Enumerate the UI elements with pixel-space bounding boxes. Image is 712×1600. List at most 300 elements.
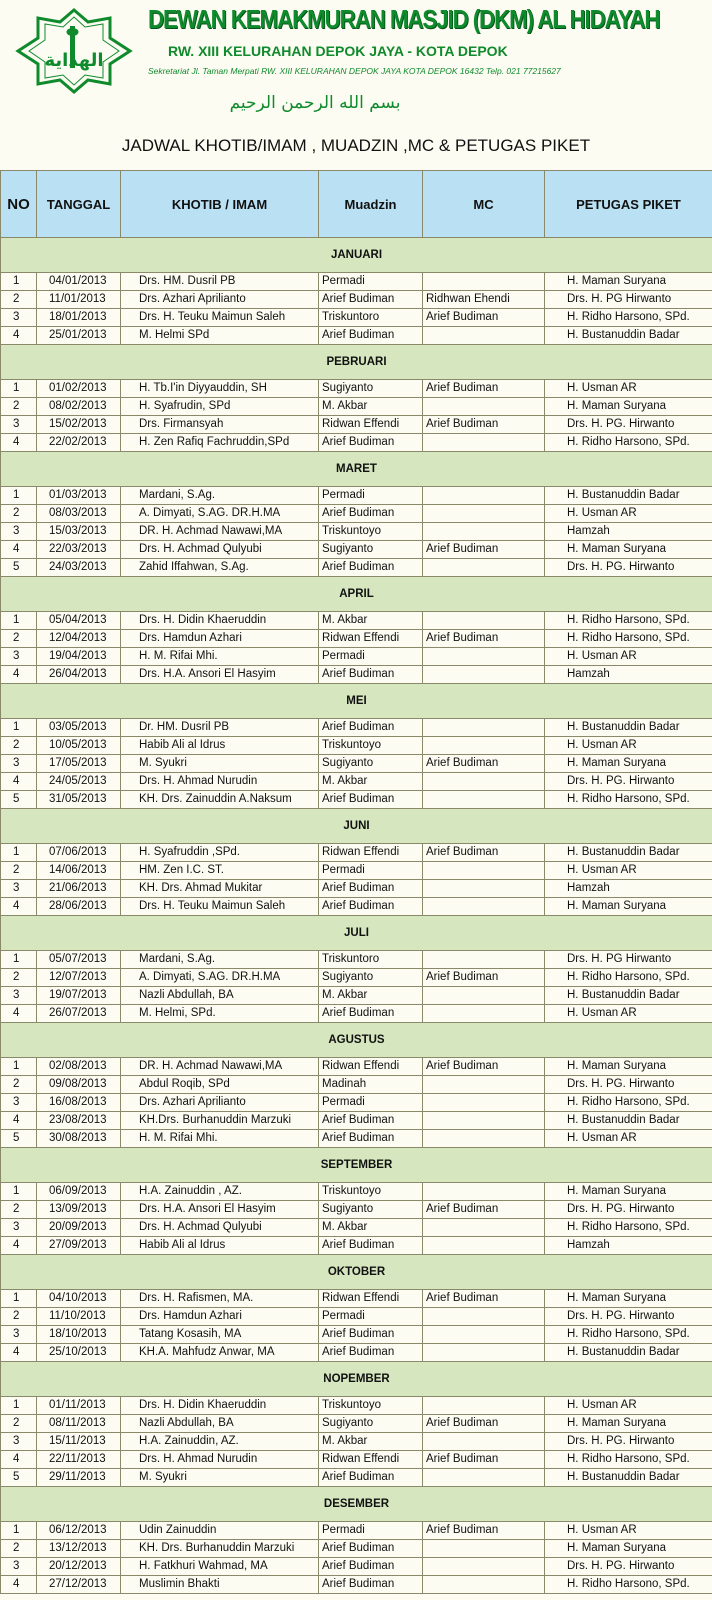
table-row [1,969,712,987]
cell-mc [423,559,545,577]
cell-petugas-piket: H. Bustanuddin Badar [545,1112,712,1130]
cell-no: 1 [1,273,37,291]
cell-tanggal: 01/02/2013 [37,380,121,398]
cell-mc [423,666,545,684]
organization-subtitle: RW. XIII KELURAHAN DEPOK JAYA - KOTA DEPOK [168,43,508,59]
cell-mc: Ridhwan Ehendi [423,291,545,309]
table-row [1,1558,712,1576]
cell-no: 4 [1,1576,37,1594]
cell-petugas-piket: H. Maman Suryana [545,398,712,416]
table-row [1,951,712,969]
cell-muadzin: Sugiyanto [319,1201,423,1219]
cell-petugas-piket: H. Usman AR [545,1130,712,1148]
cell-mc: Arief Budiman [423,1201,545,1219]
column-header-khotib: KHOTIB / IMAM [121,171,319,238]
organization-title: DEWAN KEMAKMURAN MASJID (DKM) AL HIDAYAH [148,4,660,34]
cell-khotib: KH. Drs. Burhanuddin Marzuki [121,1540,319,1558]
month-row [1,1487,712,1522]
cell-tanggal: 23/08/2013 [37,1112,121,1130]
table-row [1,1397,712,1415]
cell-mc [423,719,545,737]
cell-tanggal: 19/07/2013 [37,987,121,1005]
cell-tanggal: 06/09/2013 [37,1183,121,1201]
cell-khotib: Drs. H.A. Ansori El Hasyim [121,1201,319,1219]
cell-khotib: Drs. H. Didin Khaeruddin [121,612,319,630]
cell-tanggal: 11/10/2013 [37,1308,121,1326]
cell-no: 2 [1,969,37,987]
table-row [1,1201,712,1219]
cell-khotib: KH. Drs. Ahmad Mukitar [121,880,319,898]
cell-no: 4 [1,666,37,684]
cell-no: 5 [1,791,37,809]
cell-muadzin: Ridwan Effendi [319,416,423,434]
cell-no: 4 [1,327,37,345]
cell-khotib: HM. Zen I.C. ST. [121,862,319,880]
cell-tanggal: 08/11/2013 [37,1415,121,1433]
cell-mc: Arief Budiman [423,844,545,862]
table-row [1,612,712,630]
table-row [1,862,712,880]
cell-tanggal: 06/12/2013 [37,1522,121,1540]
table-row [1,559,712,577]
cell-petugas-piket: H. Bustanuddin Badar [545,1344,712,1362]
cell-mc [423,951,545,969]
table-row [1,291,712,309]
cell-tanggal: 05/07/2013 [37,951,121,969]
cell-mc: Arief Budiman [423,630,545,648]
cell-khotib: Tatang Kosasih, MA [121,1326,319,1344]
cell-tanggal: 17/05/2013 [37,755,121,773]
cell-muadzin: Sugiyanto [319,541,423,559]
cell-no: 3 [1,987,37,1005]
cell-petugas-piket: H. Ridho Harsono, SPd. [545,791,712,809]
cell-petugas-piket: H. Ridho Harsono, SPd. [545,309,712,327]
cell-no: 1 [1,1290,37,1308]
cell-khotib: H. Fatkhuri Wahmad, MA [121,1558,319,1576]
cell-khotib: Drs. Azhari Aprilianto [121,291,319,309]
cell-petugas-piket: H. Ridho Harsono, SPd. [545,969,712,987]
cell-no: 4 [1,1112,37,1130]
table-row [1,1130,712,1148]
cell-tanggal: 30/08/2013 [37,1130,121,1148]
table-row [1,1219,712,1237]
cell-muadzin: Triskuntoyo [319,1183,423,1201]
logo-lettering: الهداية [44,50,104,71]
cell-mc [423,1005,545,1023]
cell-tanggal: 03/05/2013 [37,719,121,737]
cell-tanggal: 02/08/2013 [37,1058,121,1076]
cell-no: 5 [1,559,37,577]
cell-muadzin: Ridwan Effendi [319,1290,423,1308]
cell-khotib: H. M. Rifai Mhi. [121,1130,319,1148]
cell-petugas-piket: H. Ridho Harsono, SPd. [545,434,712,452]
cell-khotib: H. Zen Rafiq Fachruddin,SPd [121,434,319,452]
cell-petugas-piket: H. Maman Suryana [545,1415,712,1433]
cell-khotib: Drs. Azhari Aprilianto [121,1094,319,1112]
month-label: JANUARI [1,238,712,273]
cell-tanggal: 18/01/2013 [37,309,121,327]
cell-muadzin: Arief Budiman [319,1576,423,1594]
cell-no: 3 [1,880,37,898]
column-header-mc: MC [423,171,545,238]
table-row [1,1237,712,1255]
cell-mc [423,773,545,791]
cell-petugas-piket: Drs. H. PG Hirwanto [545,291,712,309]
cell-no: 1 [1,1183,37,1201]
cell-petugas-piket: H. Bustanuddin Badar [545,327,712,345]
cell-no: 3 [1,648,37,666]
cell-mc [423,1558,545,1576]
cell-petugas-piket: H. Usman AR [545,1522,712,1540]
cell-khotib: DR. H. Achmad Nawawi,MA [121,1058,319,1076]
cell-mc [423,1540,545,1558]
cell-no: 3 [1,523,37,541]
cell-tanggal: 13/12/2013 [37,1540,121,1558]
table-row [1,1058,712,1076]
cell-tanggal: 11/01/2013 [37,291,121,309]
cell-petugas-piket: H. Ridho Harsono, SPd. [545,1451,712,1469]
cell-muadzin: Arief Budiman [319,1112,423,1130]
cell-khotib: Mardani, S.Ag. [121,487,319,505]
schedule-table [0,170,712,1594]
cell-khotib: Drs. H. Rafismen, MA. [121,1290,319,1308]
cell-no: 3 [1,1094,37,1112]
table-row [1,719,712,737]
cell-petugas-piket: H. Ridho Harsono, SPd. [545,612,712,630]
table-row [1,1112,712,1130]
cell-no: 2 [1,737,37,755]
cell-mc: Arief Budiman [423,1451,545,1469]
cell-khotib: Nazli Abdullah, BA [121,987,319,1005]
cell-muadzin: Sugiyanto [319,380,423,398]
cell-tanggal: 24/05/2013 [37,773,121,791]
cell-khotib: KH.Drs. Burhanuddin Marzuki [121,1112,319,1130]
cell-no: 1 [1,719,37,737]
cell-khotib: Drs. HM. Dusril PB [121,273,319,291]
cell-khotib: M. Helmi SPd [121,327,319,345]
cell-khotib: Drs. Hamdun Azhari [121,630,319,648]
month-label: NOPEMBER [1,1362,712,1397]
cell-muadzin: Madinah [319,1076,423,1094]
cell-muadzin: Arief Budiman [319,1344,423,1362]
cell-muadzin: Permadi [319,1094,423,1112]
table-row [1,1415,712,1433]
table-row [1,1290,712,1308]
cell-khotib: H. M. Rifai Mhi. [121,648,319,666]
cell-no: 1 [1,487,37,505]
cell-tanggal: 10/05/2013 [37,737,121,755]
cell-mc: Arief Budiman [423,1058,545,1076]
cell-muadzin: M. Akbar [319,987,423,1005]
table-row [1,666,712,684]
month-label: OKTOBER [1,1255,712,1290]
cell-muadzin: Arief Budiman [319,505,423,523]
cell-petugas-piket: Drs. H. PG. Hirwanto [545,1558,712,1576]
cell-khotib: H. Syafruddin ,SPd. [121,844,319,862]
cell-petugas-piket: H. Usman AR [545,380,712,398]
table-row [1,1433,712,1451]
cell-petugas-piket: H. Maman Suryana [545,1058,712,1076]
cell-mc [423,1397,545,1415]
cell-muadzin: Arief Budiman [319,898,423,916]
cell-petugas-piket: Drs. H. PG Hirwanto [545,951,712,969]
cell-muadzin: Triskuntoro [319,951,423,969]
cell-tanggal: 28/06/2013 [37,898,121,916]
table-row [1,1183,712,1201]
cell-no: 2 [1,1415,37,1433]
cell-petugas-piket: H. Usman AR [545,1397,712,1415]
cell-no: 3 [1,1326,37,1344]
cell-mc: Arief Budiman [423,969,545,987]
table-header [1,171,712,238]
cell-mc: Arief Budiman [423,755,545,773]
cell-no: 1 [1,1397,37,1415]
cell-muadzin: Triskuntoyo [319,523,423,541]
month-label: SEPTEMBER [1,1148,712,1183]
cell-no: 4 [1,773,37,791]
cell-muadzin: Arief Budiman [319,1540,423,1558]
cell-petugas-piket: Drs. H. PG. Hirwanto [545,1433,712,1451]
cell-no: 4 [1,434,37,452]
mosque-logo-icon [14,8,134,94]
cell-no: 2 [1,630,37,648]
cell-khotib: Nazli Abdullah, BA [121,1415,319,1433]
cell-tanggal: 24/03/2013 [37,559,121,577]
cell-mc [423,1183,545,1201]
cell-tanggal: 15/03/2013 [37,523,121,541]
cell-no: 5 [1,1130,37,1148]
basmala-text: بسم الله الرحمن الرحيم [229,93,401,113]
table-row [1,1308,712,1326]
month-label: DESEMBER [1,1487,712,1522]
cell-khotib: Drs. H. Ahmad Nurudin [121,1451,319,1469]
month-row [1,809,712,844]
cell-muadzin: Triskuntoro [319,309,423,327]
cell-tanggal: 04/10/2013 [37,1290,121,1308]
cell-khotib: H.A. Zainuddin , AZ. [121,1183,319,1201]
cell-no: 3 [1,1219,37,1237]
cell-mc [423,1237,545,1255]
cell-muadzin: Arief Budiman [319,291,423,309]
column-header-muadzin: Muadzin [319,171,423,238]
cell-khotib: KH. Drs. Zainuddin A.Naksum [121,791,319,809]
cell-petugas-piket: H. Maman Suryana [545,1540,712,1558]
cell-petugas-piket: Hamzah [545,880,712,898]
cell-mc [423,1576,545,1594]
cell-khotib: Drs. Firmansyah [121,416,319,434]
cell-mc [423,1326,545,1344]
cell-khotib: H.A. Zainuddin, AZ. [121,1433,319,1451]
cell-khotib: Habib Ali al Idrus [121,1237,319,1255]
cell-no: 3 [1,309,37,327]
cell-tanggal: 08/03/2013 [37,505,121,523]
cell-muadzin: Permadi [319,1308,423,1326]
table-row [1,737,712,755]
cell-petugas-piket: H. Usman AR [545,648,712,666]
cell-mc: Arief Budiman [423,309,545,327]
cell-petugas-piket: Drs. H. PG. Hirwanto [545,559,712,577]
cell-petugas-piket: H. Maman Suryana [545,898,712,916]
cell-khotib: M. Helmi, SPd. [121,1005,319,1023]
cell-petugas-piket: H. Bustanuddin Badar [545,719,712,737]
cell-khotib: Mardani, S.Ag. [121,951,319,969]
cell-khotib: Drs. H. Didin Khaeruddin [121,1397,319,1415]
cell-petugas-piket: Hamzah [545,666,712,684]
cell-no: 3 [1,755,37,773]
column-header-no: NO [1,171,37,238]
cell-muadzin: Permadi [319,1522,423,1540]
table-row [1,1094,712,1112]
cell-tanggal: 15/02/2013 [37,416,121,434]
cell-tanggal: 22/03/2013 [37,541,121,559]
cell-muadzin: Arief Budiman [319,1005,423,1023]
cell-muadzin: Ridwan Effendi [319,630,423,648]
cell-muadzin: Arief Budiman [319,559,423,577]
cell-khotib: A. Dimyati, S.AG. DR.H.MA [121,505,319,523]
cell-mc [423,987,545,1005]
cell-mc [423,523,545,541]
cell-tanggal: 12/04/2013 [37,630,121,648]
cell-muadzin: Permadi [319,487,423,505]
cell-mc [423,1130,545,1148]
cell-tanggal: 21/06/2013 [37,880,121,898]
cell-petugas-piket: H. Usman AR [545,737,712,755]
table-row [1,1469,712,1487]
cell-mc [423,273,545,291]
cell-mc [423,1469,545,1487]
table-row [1,434,712,452]
cell-mc [423,1433,545,1451]
cell-petugas-piket: H. Usman AR [545,505,712,523]
cell-no: 2 [1,398,37,416]
cell-khotib: H. Syafrudin, SPd [121,398,319,416]
month-row [1,345,712,380]
cell-petugas-piket: H. Maman Suryana [545,755,712,773]
cell-khotib: Drs. H.A. Ansori El Hasyim [121,666,319,684]
basmala-calligraphy [210,84,420,120]
cell-no: 4 [1,1344,37,1362]
table-row [1,880,712,898]
cell-no: 2 [1,862,37,880]
table-row [1,773,712,791]
cell-khotib: Drs. Hamdun Azhari [121,1308,319,1326]
cell-muadzin: Triskuntoyo [319,737,423,755]
table-row [1,416,712,434]
table-row [1,791,712,809]
cell-muadzin: Sugiyanto [319,969,423,987]
table-row [1,541,712,559]
month-row [1,452,712,487]
cell-no: 2 [1,1540,37,1558]
cell-khotib: Muslimin Bhakti [121,1576,319,1594]
cell-no: 1 [1,380,37,398]
cell-muadzin: Arief Budiman [319,1130,423,1148]
table-row [1,1076,712,1094]
table-row [1,1540,712,1558]
cell-tanggal: 26/07/2013 [37,1005,121,1023]
cell-mc [423,737,545,755]
table-row [1,1005,712,1023]
cell-khotib: Drs. H. Ahmad Nurudin [121,773,319,791]
cell-mc [423,1219,545,1237]
organization-address: Sekretariat Jl. Taman Merpati RW. XIII KELURAHAN DEPOK JAYA KOTA DEPOK 16432 Telp. 021 77215627 [148,66,561,76]
cell-tanggal: 22/02/2013 [37,434,121,452]
cell-petugas-piket: Hamzah [545,523,712,541]
cell-tanggal: 20/09/2013 [37,1219,121,1237]
cell-mc: Arief Budiman [423,1290,545,1308]
cell-mc: Arief Budiman [423,380,545,398]
table-row [1,273,712,291]
cell-no: 4 [1,898,37,916]
cell-tanggal: 26/04/2013 [37,666,121,684]
table-row [1,523,712,541]
cell-muadzin: Arief Budiman [319,1237,423,1255]
cell-petugas-piket: H. Bustanuddin Badar [545,487,712,505]
cell-tanggal: 29/11/2013 [37,1469,121,1487]
table-body [1,238,712,1594]
cell-khotib: Udin Zainuddin [121,1522,319,1540]
cell-petugas-piket: H. Bustanuddin Badar [545,844,712,862]
cell-muadzin: M. Akbar [319,1219,423,1237]
cell-muadzin: Sugiyanto [319,755,423,773]
table-row [1,630,712,648]
table-row [1,1326,712,1344]
document-header [0,0,712,170]
cell-no: 2 [1,1308,37,1326]
cell-no: 2 [1,505,37,523]
cell-no: 4 [1,1451,37,1469]
cell-muadzin: Arief Budiman [319,880,423,898]
cell-tanggal: 15/11/2013 [37,1433,121,1451]
month-label: AGUSTUS [1,1023,712,1058]
cell-muadzin: Arief Budiman [319,327,423,345]
cell-muadzin: M. Akbar [319,612,423,630]
table-row [1,505,712,523]
cell-no: 1 [1,612,37,630]
cell-khotib: Drs. H. Achmad Qulyubi [121,1219,319,1237]
cell-tanggal: 25/01/2013 [37,327,121,345]
cell-tanggal: 25/10/2013 [37,1344,121,1362]
cell-mc [423,505,545,523]
cell-mc: Arief Budiman [423,541,545,559]
month-row [1,1362,712,1397]
table-row [1,380,712,398]
cell-petugas-piket: H. Bustanuddin Badar [545,1469,712,1487]
cell-petugas-piket: H. Usman AR [545,1005,712,1023]
cell-no: 2 [1,1201,37,1219]
table-row [1,1451,712,1469]
table-row [1,327,712,345]
cell-mc [423,434,545,452]
cell-mc [423,612,545,630]
cell-petugas-piket: H. Maman Suryana [545,541,712,559]
cell-muadzin: Ridwan Effendi [319,844,423,862]
cell-muadzin: Arief Budiman [319,791,423,809]
table-row [1,398,712,416]
cell-mc [423,648,545,666]
month-row [1,1148,712,1183]
month-label: JULI [1,916,712,951]
cell-muadzin: Arief Budiman [319,434,423,452]
cell-muadzin: Sugiyanto [319,1415,423,1433]
cell-tanggal: 19/04/2013 [37,648,121,666]
cell-muadzin: Permadi [319,862,423,880]
cell-mc [423,898,545,916]
cell-mc [423,1308,545,1326]
cell-petugas-piket: Drs. H. PG. Hirwanto [545,773,712,791]
cell-mc [423,791,545,809]
cell-muadzin: Arief Budiman [319,1558,423,1576]
